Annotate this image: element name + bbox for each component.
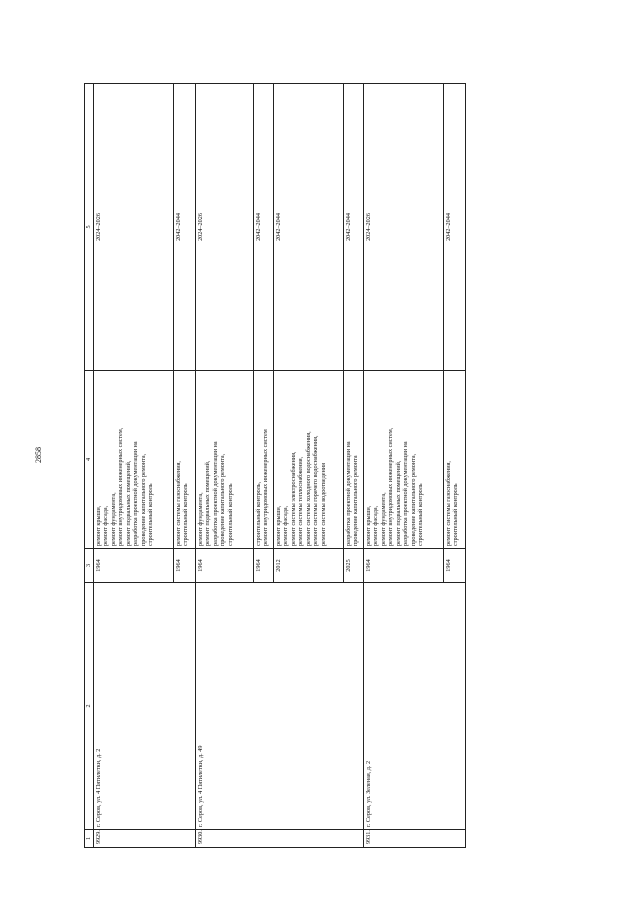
work-item: проведение капитального ремонта xyxy=(352,455,360,546)
header-row xyxy=(85,84,94,848)
work-item: ремонт системы горячего водоснабжения, xyxy=(312,435,320,546)
work-item: ремонт фундамента, xyxy=(379,492,387,546)
work-item: ремонт подвальных помещений, xyxy=(204,460,212,546)
work-item: ремонт фундамента, xyxy=(109,492,117,546)
repair-period: 2042–2044 xyxy=(344,84,364,371)
works-list xyxy=(94,371,174,549)
work-item: ремонт системы газоснабжения, xyxy=(445,461,452,546)
row-address: г. Серов, ул. 4 Пятилетки, д. 2 xyxy=(94,583,196,830)
work-item: строительный контроль xyxy=(452,483,460,546)
work-item: ремонт фасада, xyxy=(282,505,290,546)
work-item: ремонт внутридомовых инженерных систем, xyxy=(387,427,395,546)
work-item: проведение капитального ремонта, xyxy=(409,453,417,546)
repair-period: 2042–2044 xyxy=(444,84,466,371)
work-item: ремонт крыши, xyxy=(95,505,102,546)
work-item: ремонт подвальных помещений, xyxy=(394,460,402,546)
work-item: ремонт подвальных помещений, xyxy=(124,460,132,546)
work-item: проведение капитального ремонта, xyxy=(219,453,227,546)
row-id: 9931. xyxy=(364,830,466,848)
works-list xyxy=(344,371,364,549)
work-item: ремонт фундамента, xyxy=(197,492,204,546)
work-item: строительный контроль, xyxy=(255,481,262,546)
row-id: 9929. xyxy=(94,830,196,848)
header-col-3: 3 xyxy=(85,549,94,583)
build-year: 2025 xyxy=(344,549,364,583)
work-item: ремонт фасада, xyxy=(372,505,380,546)
work-item: ремонт крыши, xyxy=(275,505,282,546)
work-item: ремонт системы водоотведения xyxy=(319,463,327,546)
works-list xyxy=(174,371,196,549)
work-item: ремонт внутридомовых инженерных систем xyxy=(262,429,270,546)
work-item: разработка проектной документации на xyxy=(345,441,352,546)
work-item: ремонт системы газоснабжения, xyxy=(175,461,182,546)
work-item: ремонт системы холодного водоснабжения, xyxy=(304,431,312,546)
header-col-4: 4 xyxy=(85,371,94,549)
works-list xyxy=(254,371,274,549)
work-item: строительный контроль xyxy=(147,483,155,546)
works-list xyxy=(274,371,344,549)
work-item: проведение капитального ремонта, xyxy=(139,453,147,546)
work-item: строительный контроль xyxy=(417,483,425,546)
work-item: разработка проектной документации на xyxy=(132,441,140,546)
repair-period: 2024–2026 xyxy=(94,84,174,371)
repair-plan-table xyxy=(84,83,466,848)
repair-period: 2042–2044 xyxy=(254,84,274,371)
table-row xyxy=(196,84,254,848)
header-col-1: 1 xyxy=(85,830,94,848)
work-item: разработка проектной документации на xyxy=(402,441,410,546)
work-item: ремонт внутридомовых инженерных систем, xyxy=(117,427,125,546)
repair-period: 2024–2026 xyxy=(196,84,254,371)
table-row xyxy=(364,84,444,848)
repair-period: 2042–2044 xyxy=(174,84,196,371)
row-address: г. Серов, ул. Зеленая, д. 2 xyxy=(364,583,466,830)
work-item: ремонт системы электроснабжения, xyxy=(289,451,297,546)
work-item: строительный контроль xyxy=(226,483,234,546)
row-id: 9930. xyxy=(196,830,364,848)
build-year: 2012 xyxy=(274,549,344,583)
build-year: 1964 xyxy=(254,549,274,583)
build-year: 1964 xyxy=(364,549,444,583)
repair-period: 2042–2044 xyxy=(274,84,344,371)
row-address: г. Серов, ул. 4 Пятилетки, д. 49 xyxy=(196,583,364,830)
repair-period: 2024–2026 xyxy=(364,84,444,371)
work-item: ремонт фасада, xyxy=(102,505,110,546)
rotated-table-wrapper xyxy=(84,84,530,848)
work-item: ремонт системы теплоснабжения, xyxy=(297,456,305,546)
works-list xyxy=(444,371,466,549)
header-col-5: 5 xyxy=(85,84,94,371)
work-item: ремонт крыши, xyxy=(365,505,372,546)
header-col-2: 2 xyxy=(85,583,94,830)
page-number: 2858 xyxy=(34,447,43,463)
work-item: разработка проектной документации на xyxy=(211,441,219,546)
build-year: 1964 xyxy=(196,549,254,583)
works-list xyxy=(364,371,444,549)
build-year: 1964 xyxy=(174,549,196,583)
build-year: 1964 xyxy=(94,549,174,583)
work-item: строительный контроль xyxy=(182,483,190,546)
table-row xyxy=(94,84,174,848)
build-year: 1964 xyxy=(444,549,466,583)
works-list xyxy=(196,371,254,549)
